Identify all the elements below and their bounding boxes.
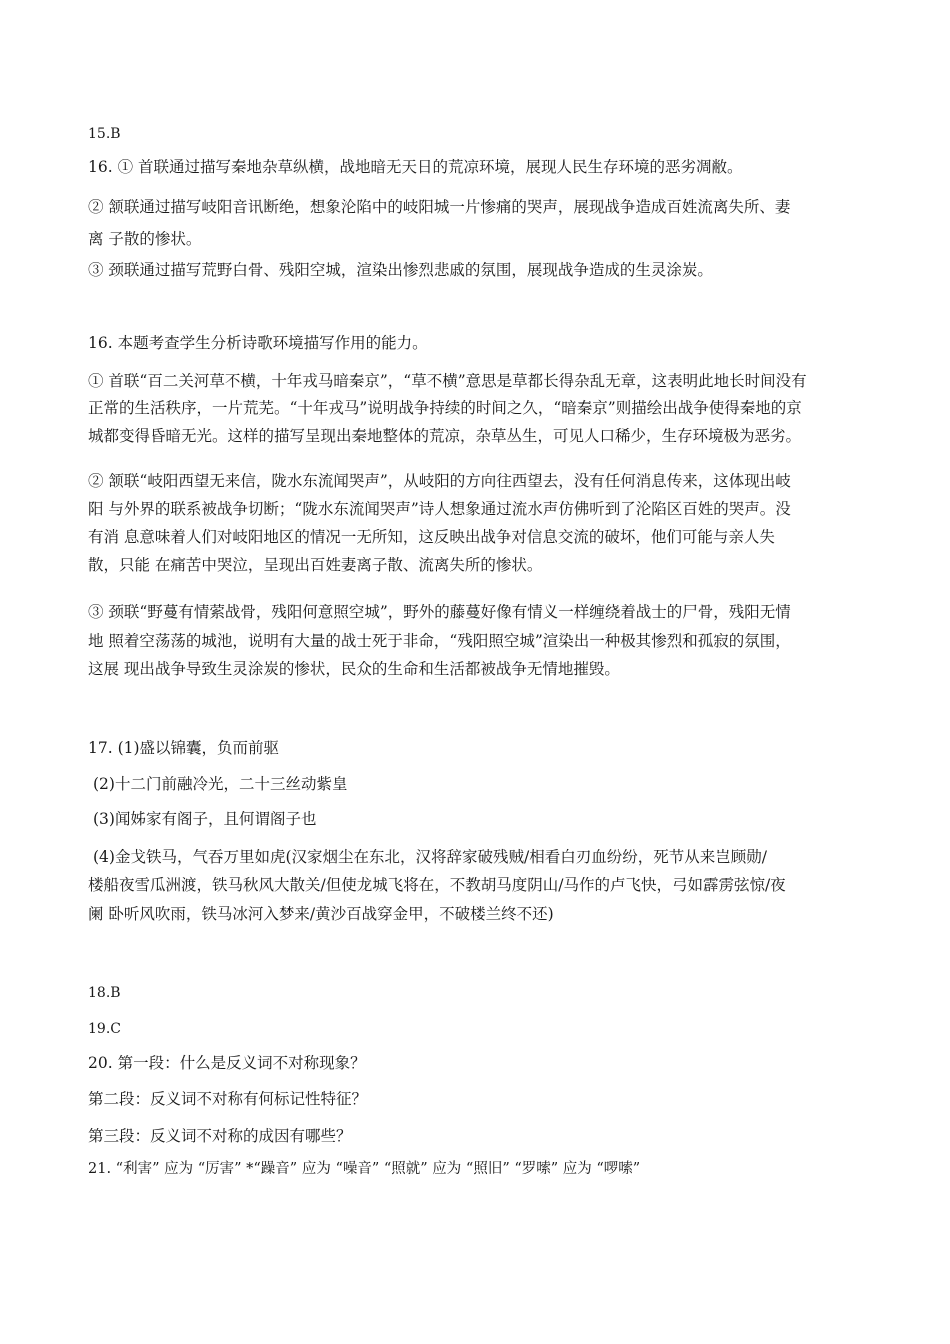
analysis-16-p1-line-2: 正常的生活秩序，一片荒芜。“十年戎马”说明战争持续的时间之久，“暗秦京”则描绘出战争使得秦地的京 <box>88 399 802 417</box>
answer-17-line-2: (2)十二门前融冷光，二十三丝动紫皇 <box>93 775 348 793</box>
answer-17-line-3: (3)闻姊家有阁子，且何谓阁子也 <box>93 810 317 828</box>
answer-20-line-1: 20. 第一段：什么是反义词不对称现象？ <box>88 1054 366 1072</box>
analysis-16-p1-line-3: 城都变得昏暗无光。这样的描写呈现出秦地整体的荒凉，杂草丛生，可见人口稀少，生存环境极为恶劣。 <box>88 427 802 445</box>
answer-20-line-3: 第三段：反义词不对称的成因有哪些？ <box>88 1127 352 1145</box>
answer-16-line-4: ③ 颈联通过描写荒野白骨、残阳空城，渲染出惨烈悲戚的氛围，展现战争造成的生灵涂炭。 <box>88 261 713 279</box>
answer-17-line-4: (4)金戈铁马，气吞万里如虎(汉家烟尘在东北，汉将辞家破残贼/相看白刃血纷纷，死节从来岂顾勋/ <box>93 848 767 866</box>
analysis-16-p2-line-4: 散，只能 在痛苦中哭泣，呈现出百姓妻离子散、流离失所的惨状。 <box>88 556 543 574</box>
analysis-16-p3-line-1: ③ 颈联“野蔓有情萦战骨，残阳何意照空城”，野外的藤蔓好像有情义一样缠绕着战士的尸骨，残阳无情 <box>88 603 791 621</box>
answer-16-line-3: 离 子散的惨状。 <box>88 230 202 248</box>
answer-20-line-2: 第二段：反义词不对称有何标记性特征？ <box>88 1090 368 1108</box>
answer-18: 18.B <box>88 985 121 1001</box>
answer-21: 21. “利害” 应为 “厉害” *“躁音” 应为 “噪音” “照就” 应为 “照旧” “罗嗦” 应为 “啰嗦” <box>88 1161 641 1177</box>
answer-17-line-6: 阑 卧听风吹雨，铁马冰河入梦来/黄沙百战穿金甲，不破楼兰终不还) <box>88 905 554 923</box>
answer-16-line-1: 16. ① 首联通过描写秦地杂草纵横，战地暗无天日的荒凉环境，展现人民生存环境的恶劣凋敝。 <box>88 158 743 176</box>
analysis-16-p2-line-2: 阳 与外界的联系被战争切断；“陇水东流闻哭声”诗人想象通过流水声仿佛听到了沦陷区百姓的哭声。没 <box>88 500 791 518</box>
answer-15: 15.B <box>88 126 121 142</box>
analysis-16-p1-line-1: ① 首联“百二关河草不横，十年戎马暗秦京”，“草不横”意思是草都长得杂乱无章，这表明此地长时间没有 <box>88 372 807 390</box>
answer-17-line-1: 17. (1)盛以锦囊，负而前驱 <box>88 739 280 757</box>
analysis-16-p3-line-2: 地 照着空荡荡的城池，说明有大量的战士死于非命，“残阳照空城”渲染出一种极其惨烈和孤寂的氛围， <box>88 632 791 650</box>
analysis-16-heading: 16. 本题考查学生分析诗歌环境描写作用的能力。 <box>88 334 428 352</box>
answer-17-line-5: 楼船夜雪瓜洲渡，铁马秋风大散关/但使龙城飞将在，不教胡马度阴山/马作的卢飞快，弓如霹雳弦惊/夜 <box>88 876 786 894</box>
analysis-16-p2-line-3: 有消 息意味着人们对岐阳地区的情况一无所知，这反映出战争对信息交流的破坏，他们可能与亲人失 <box>88 528 775 546</box>
analysis-16-p2-line-1: ② 颔联“岐阳西望无来信，陇水东流闻哭声”，从岐阳的方向往西望去，没有任何消息传来，这体现出岐 <box>88 472 791 490</box>
answer-19: 19.C <box>88 1021 121 1037</box>
analysis-16-p3-line-3: 这展 现出战争导致生灵涂炭的惨状，民众的生命和生活都被战争无情地摧毁。 <box>88 660 620 678</box>
answer-16-line-2: ② 颔联通过描写岐阳音讯断绝，想象沦陷中的岐阳城一片惨痛的哭声，展现战争造成百姓流离失所、妻 <box>88 198 791 216</box>
